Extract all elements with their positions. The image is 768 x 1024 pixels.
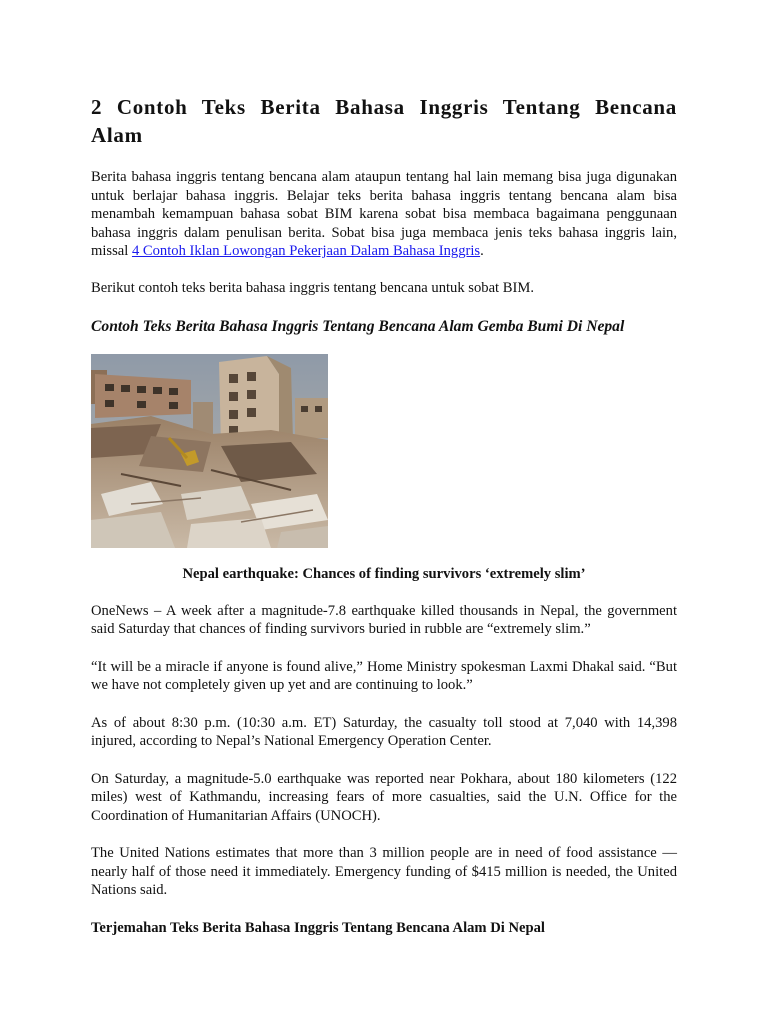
news-paragraph-3: As of about 8:30 p.m. (10:30 a.m. ET) Saturday, the casualty toll stood at 7,040 with 14,398 injured, according to Nepal’s National Emergency Operation Center. xyxy=(91,714,677,749)
news-paragraph-2: “It will be a miracle if anyone is found alive,” Home Ministry spokesman Laxmi Dhakal said. “But we have not completely given up yet and are continuing to look.” xyxy=(91,658,677,693)
job-ad-examples-link[interactable]: 4 Contoh Iklan Lowongan Pekerjaan Dalam Bahasa Inggris xyxy=(131,243,481,259)
intro-paragraph-2: Berikut contoh teks berita bahasa inggris tentang bencana untuk sobat BIM. xyxy=(91,279,534,296)
section-heading: Contoh Teks Berita Bahasa Inggris Tentang Bencana Alam Gemba Bumi Di Nepal xyxy=(91,318,625,335)
article-title: 2 Contoh Teks Berita Bahasa Inggris Tentang Bencana Alam xyxy=(91,95,677,147)
intro-text: Berita bahasa inggris tentang bencana alam ataupun tentang hal lain memang bisa juga digunakan untuk berlajar bahasa inggris. Belajar teks berita bahasa inggris tentang bencana alam bisa menambah kemampuan bahasa sobat BIM karena sobat bisa membaca bagaimana penggunaan bahasa inggris dalam penulisan berita. Sobat bisa juga membaca jenis teks bahasa inggris lain, missal xyxy=(91,169,677,259)
news-paragraph-5: The United Nations estimates that more than 3 million people are in need of food assistance — nearly half of those need it immediately. Emergency funding of $415 million is needed, the United Nations said. xyxy=(91,845,677,898)
earthquake-rubble-photo xyxy=(91,354,328,548)
intro-text-end: . xyxy=(480,243,484,259)
intro-paragraph xyxy=(91,168,677,261)
news-paragraph-4: On Saturday, a magnitude-5.0 earthquake was reported near Pokhara, about 180 kilometers (122 miles) west of Kathmandu, increasing fears of more casualties, said the U.N. Office for the Coordination of Humanitarian Affairs (UNOCH). xyxy=(91,770,677,824)
photo-caption: Nepal earthquake: Chances of finding survivors ‘extremely slim’ xyxy=(182,566,586,582)
translation-heading: Terjemahan Teks Berita Bahasa Inggris Tentang Bencana Alam Di Nepal xyxy=(91,919,545,936)
document-page xyxy=(91,93,677,937)
news-paragraph-1: OneNews – A week after a magnitude-7.8 earthquake killed thousands in Nepal, the government said Saturday that chances of finding survivors buried in rubble are “extremely slim.” xyxy=(91,602,677,637)
